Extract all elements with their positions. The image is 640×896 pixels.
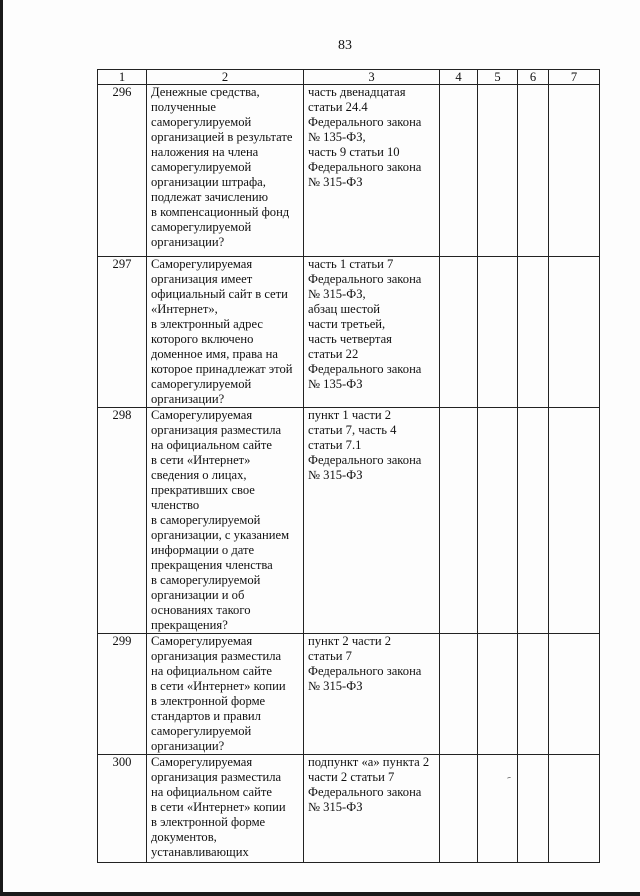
table-row xyxy=(98,257,600,408)
col-header-6: 6 xyxy=(518,70,549,85)
table-row xyxy=(98,634,600,755)
answer-cell-4 xyxy=(440,634,478,755)
answer-cell-7 xyxy=(549,634,600,755)
legal-reference: часть 1 статьи 7 Федерального закона № 315-ФЗ, абзац шестой части третьей, часть четвертая статьи 22 Федерального закона № 135-ФЗ xyxy=(304,257,440,408)
table-row xyxy=(98,85,600,257)
answer-cell-5 xyxy=(478,408,518,634)
row-number: 299 xyxy=(98,634,147,755)
legal-reference: часть двенадцатая статьи 24.4 Федерального закона № 135-ФЗ, часть 9 статьи 10 Федерального закона № 315-ФЗ xyxy=(304,85,440,257)
legal-reference: пункт 1 части 2 статьи 7, часть 4 статьи 7.1 Федерального закона № 315-ФЗ xyxy=(304,408,440,634)
answer-cell-7 xyxy=(549,408,600,634)
scan-edge-left xyxy=(0,0,3,896)
answer-cell-4 xyxy=(440,85,478,257)
legal-reference: пункт 2 части 2 статьи 7 Федерального закона № 315-ФЗ xyxy=(304,634,440,755)
question-text: Саморегулируемая организация разместила на официальном сайте в сети «Интернет» сведения о лицах, прекративших свое членство в саморегулируемой организации, с указанием информации о дате прекращения членства в саморегулируемой организации и об основаниях такого прекращения? xyxy=(147,408,304,634)
answer-cell-4 xyxy=(440,408,478,634)
legal-reference: подпункт «а» пункта 2 части 2 статьи 7 Федерального закона № 315-ФЗ xyxy=(304,755,440,863)
answer-cell-7 xyxy=(549,85,600,257)
answer-cell-6 xyxy=(518,85,549,257)
answer-cell-6 xyxy=(518,634,549,755)
answer-cell-6 xyxy=(518,257,549,408)
pen-mark: ˉ xyxy=(506,774,514,788)
table-row xyxy=(98,755,600,863)
col-header-1: 1 xyxy=(98,70,147,85)
row-number: 300 xyxy=(98,755,147,863)
answer-cell-5 xyxy=(478,755,518,863)
col-header-7: 7 xyxy=(549,70,600,85)
row-number: 296 xyxy=(98,85,147,257)
page-number: 83 xyxy=(338,38,352,53)
question-text: Саморегулируемая организация разместила на официальном сайте в сети «Интернет» копии в электронной форме документов, устанавливающих xyxy=(147,755,304,863)
question-text: Саморегулируемая организация разместила на официальном сайте в сети «Интернет» копии в электронной форме стандартов и правил саморегулируемой организации? xyxy=(147,634,304,755)
answer-cell-4 xyxy=(440,755,478,863)
question-text: Денежные средства, полученные саморегулируемой организацией в результате наложения на члена саморегулируемой организации штрафа, подлежат зачислению в компенсационный фонд саморегулируемой организации? xyxy=(147,85,304,257)
header-row xyxy=(98,70,600,85)
answer-cell-4 xyxy=(440,257,478,408)
scan-edge-bottom xyxy=(0,892,640,896)
answer-cell-5 xyxy=(478,257,518,408)
answer-cell-7 xyxy=(549,257,600,408)
answer-cell-7 xyxy=(549,755,600,863)
col-header-5: 5 xyxy=(478,70,518,85)
col-header-2: 2 xyxy=(147,70,304,85)
answer-cell-5 xyxy=(478,85,518,257)
col-header-4: 4 xyxy=(440,70,478,85)
col-header-3: 3 xyxy=(304,70,440,85)
answer-cell-6 xyxy=(518,755,549,863)
answer-cell-5 xyxy=(478,634,518,755)
question-text: Саморегулируемая организация имеет официальный сайт в сети «Интернет», в электронный адрес которого включено доменное имя, права на которое принадлежат этой саморегулируемой организации? xyxy=(147,257,304,408)
table-row xyxy=(98,408,600,634)
checklist-table xyxy=(97,69,600,863)
row-number: 298 xyxy=(98,408,147,634)
answer-cell-6 xyxy=(518,408,549,634)
row-number: 297 xyxy=(98,257,147,408)
